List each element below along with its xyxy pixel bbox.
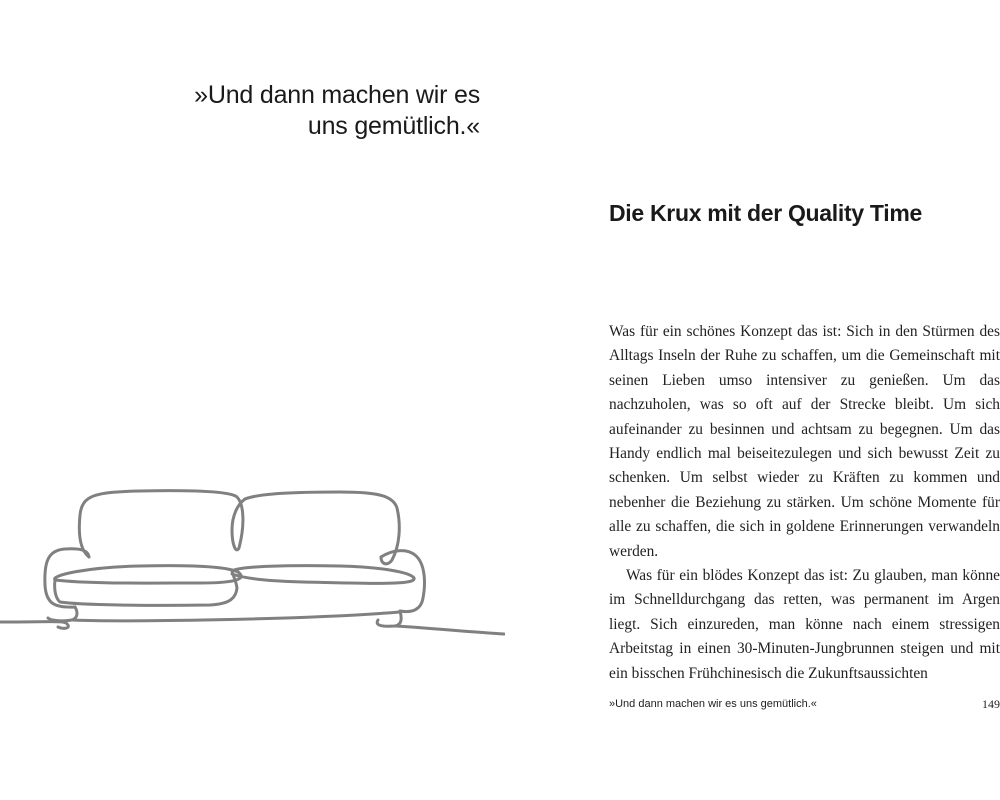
body-text xyxy=(609,320,1000,686)
chapter-quote-line-2: uns gemütlich.« xyxy=(307,112,480,140)
chapter-quote-line-1: »Und dann machen wir es xyxy=(194,81,480,109)
paragraph: Was für ein schönes Konzept das ist: Sich in den Stürmen des Alltags Inseln der Ruhe zu schaffen, um die Gemeinschaft mit seinen Lieben umso intensiver zu genießen. Um das nachzuholen, was so oft auf der Strecke bleibt. Um sich aufeinander zu besinnen und achtsam zu begegnen. Um das Handy endlich mal beiseitezulegen und sich bewusst Zeit zu schenken. Um selbst wieder zu Kräften zu kommen und nebenher die Beziehung zu stärken. Um schöne Momente für alle zu schaffen, die sich in goldene Erinnerungen verwandeln werden. xyxy=(609,323,1000,560)
sofa-illustration xyxy=(0,470,505,670)
page-number: 149 xyxy=(982,697,1000,711)
running-footer: »Und dann machen wir es uns gemütlich.« xyxy=(609,698,817,710)
section-title: Die Krux mit der Quality Time xyxy=(609,200,922,226)
right-page xyxy=(500,0,1000,800)
chapter-quote xyxy=(60,80,480,142)
paragraph: Was für ein blödes Konzept das ist: Zu glauben, man könne im Schnelldurchgang das retten, was permanent im Argen liegt. Sich einzureden, man könne nach einem stressigen Arbeitstag in einen 30-Minuten-Jungbrunnen steigen und mit ein bisschen Frühchinesisch die Zukunftsaussichten xyxy=(609,567,1000,682)
